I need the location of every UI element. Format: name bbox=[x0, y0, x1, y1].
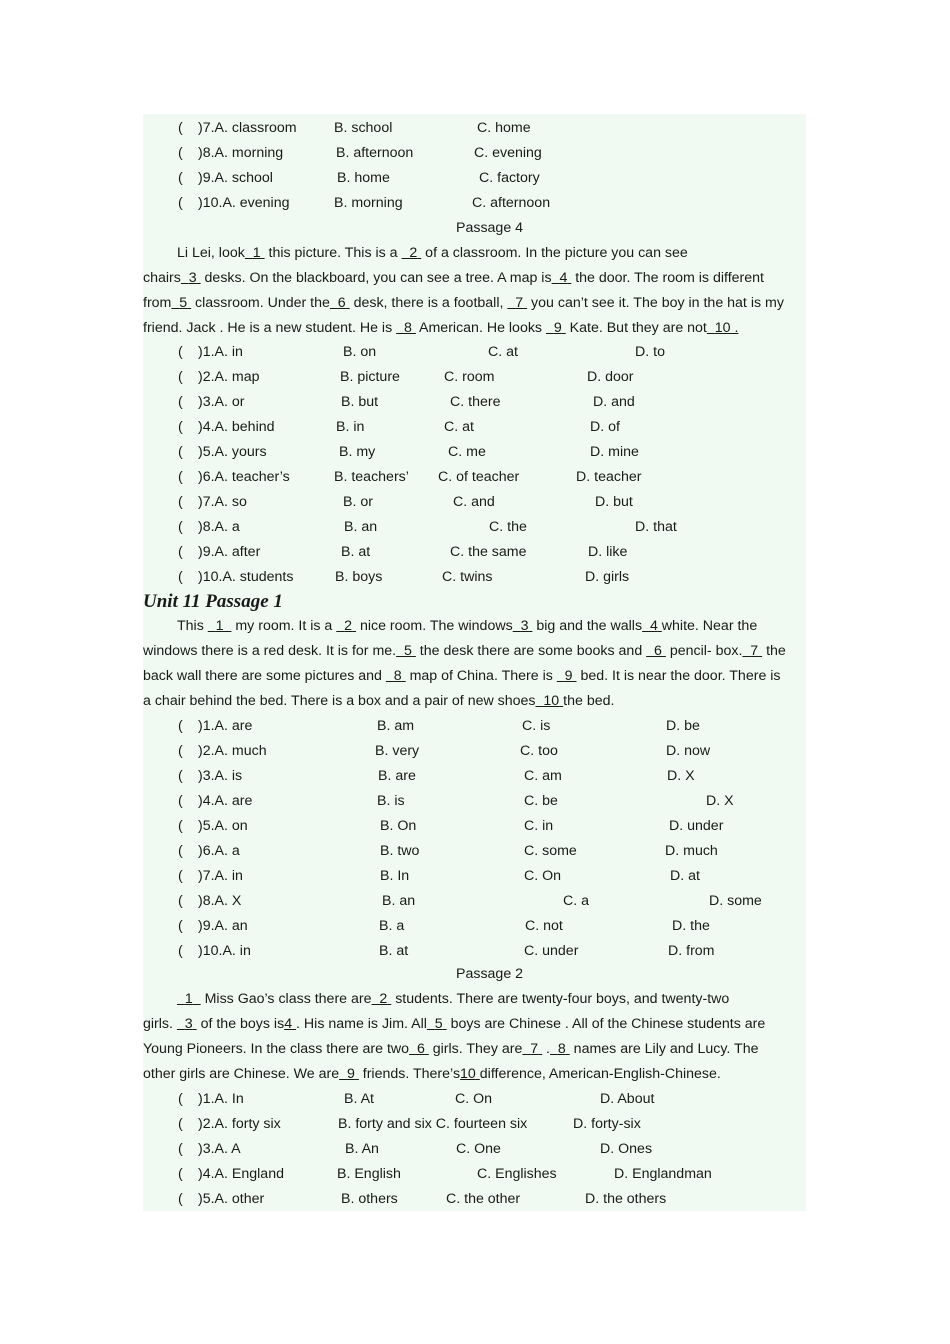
question-row bbox=[143, 1137, 813, 1162]
option-d: D. be bbox=[666, 718, 700, 734]
option-a: )7.A. so bbox=[198, 493, 247, 510]
option-d: D. to bbox=[635, 344, 665, 360]
option-c: C. is bbox=[522, 718, 551, 734]
question-row bbox=[143, 864, 813, 889]
question-row bbox=[143, 515, 813, 540]
option-c: C. not bbox=[525, 917, 563, 934]
unit-title: Unit 11 Passage 1 bbox=[143, 591, 283, 612]
option-c: C. Englishes bbox=[477, 1165, 557, 1182]
passage-title: Passage 4 bbox=[456, 220, 524, 236]
question-row bbox=[143, 764, 813, 789]
option-a: )3.A. A bbox=[198, 1140, 241, 1157]
option-d: D. X bbox=[706, 792, 734, 809]
option-a: )5.A. other bbox=[198, 1190, 265, 1207]
option-a: )7.A. in bbox=[198, 867, 243, 884]
answer-paren: ( bbox=[178, 767, 183, 784]
answer-paren: ( bbox=[178, 418, 183, 435]
answer-paren: ( bbox=[178, 1190, 183, 1207]
question-row bbox=[143, 465, 813, 490]
option-b: B. two bbox=[380, 842, 420, 859]
option-c: C. One bbox=[456, 1140, 501, 1157]
answer-paren: ( bbox=[178, 1140, 183, 1157]
option-c: C. a bbox=[563, 892, 590, 909]
option-a: )6.A. teacher’s bbox=[198, 468, 290, 485]
option-c: C. at bbox=[444, 418, 474, 435]
option-d: D. from bbox=[668, 942, 715, 959]
option-b: B. picture bbox=[340, 368, 400, 385]
option-a: )9.A. an bbox=[198, 917, 248, 934]
option-b: B. am bbox=[377, 718, 415, 734]
option-d: D. that bbox=[635, 518, 677, 535]
option-b: B. is bbox=[377, 792, 405, 809]
option-d: D. at bbox=[670, 867, 700, 884]
question-row bbox=[143, 490, 813, 515]
option-b: B. but bbox=[341, 393, 379, 410]
option-c: C. at bbox=[488, 344, 518, 360]
option-d: D. but bbox=[595, 493, 633, 510]
passage-title: Passage 2 bbox=[456, 966, 524, 982]
option-c: C. there bbox=[450, 393, 501, 410]
option-a: )3.A. or bbox=[198, 393, 245, 410]
question-row bbox=[143, 789, 813, 814]
option-a: )8.A. X bbox=[198, 892, 242, 909]
answer-paren: ( bbox=[178, 443, 183, 460]
option-d: D. About bbox=[600, 1091, 655, 1107]
answer-paren: ( bbox=[178, 344, 183, 360]
question-row bbox=[143, 540, 813, 565]
option-b: B. an bbox=[344, 518, 378, 535]
option-d: D. under bbox=[669, 817, 724, 834]
option-c: C. in bbox=[524, 817, 554, 834]
passage2-text: 1 Miss Gao’s class there are 2 students. There are twenty-four boys, and twenty-two girls. 3 of the boys is4 . His name is Jim. All 5 boys are Chinese . All of the Chinese students are Young Pioneers. In the class there are two 6 girls. They are 7 . 8 names are Lily and Lucy. The other girls are Chinese. We are 9 friends. There’s10 difference, American-English-Chinese. bbox=[143, 991, 766, 1082]
option-b: B. are bbox=[378, 767, 416, 784]
option-d: D. mine bbox=[590, 443, 639, 460]
option-b: B. at bbox=[379, 942, 409, 959]
option-a: )2.A. map bbox=[198, 368, 260, 385]
option-b: B. very bbox=[375, 742, 420, 759]
answer-paren: ( bbox=[178, 792, 183, 809]
question-row: ( )7.A. classroom B. school C. home bbox=[178, 120, 531, 136]
option-b: B. In bbox=[380, 867, 410, 884]
question-row: ( )8.A. morning B. afternoon C. evening bbox=[178, 145, 542, 161]
option-a: )5.A. on bbox=[198, 817, 248, 834]
option-a: )8.A. a bbox=[198, 518, 240, 535]
answer-paren: ( bbox=[178, 718, 183, 734]
option-a: )4.A. behind bbox=[198, 418, 275, 435]
answer-paren: ( bbox=[178, 468, 183, 485]
option-b: B. English bbox=[337, 1165, 401, 1182]
option-b: B. in bbox=[336, 418, 365, 435]
option-c: C. room bbox=[444, 368, 495, 385]
question-row bbox=[143, 814, 813, 839]
answer-paren: ( bbox=[178, 368, 183, 385]
option-d: D. some bbox=[709, 892, 762, 909]
question-row bbox=[143, 365, 813, 390]
question-row bbox=[143, 1187, 813, 1212]
question-row bbox=[143, 340, 813, 365]
answer-paren: ( bbox=[178, 742, 183, 759]
unit11-passage1-text: This 1 my room. It is a 2 nice room. The windows 3 big and the walls 4 white. Near the windows there is a red desk. It is for me. 5 the desk there are some books and 6 pencil- box. 7 the back wall there are some pictures and 8 map of China. There is 9 bed. It is near the door. There is a chair behind the bed. There is a box and a pair of new shoes 10 the bed. bbox=[143, 618, 786, 709]
option-d: D. and bbox=[593, 393, 635, 410]
question-row bbox=[143, 839, 813, 864]
answer-paren: ( bbox=[178, 568, 183, 585]
question-row bbox=[143, 415, 813, 440]
option-d: D. girls bbox=[585, 568, 630, 585]
answer-paren: ( bbox=[178, 493, 183, 510]
option-d: D. now bbox=[666, 742, 711, 759]
option-a: )1.A. In bbox=[198, 1091, 244, 1107]
option-a: )6.A. a bbox=[198, 842, 240, 859]
option-c: C. twins bbox=[442, 568, 493, 585]
option-a: )10.A. students bbox=[198, 568, 294, 585]
answer-paren: ( bbox=[178, 942, 183, 959]
option-b: B. others bbox=[341, 1190, 398, 1207]
option-a: )5.A. yours bbox=[198, 443, 267, 460]
option-c: C. the same bbox=[450, 543, 527, 560]
option-d: D. Englandman bbox=[614, 1165, 712, 1182]
option-d: D. like bbox=[588, 543, 628, 560]
option-a: )4.A. are bbox=[198, 792, 253, 809]
option-d: D. forty-six bbox=[573, 1115, 641, 1132]
question-row bbox=[143, 739, 813, 764]
option-b: B. An bbox=[345, 1140, 379, 1157]
option-c: C. too bbox=[520, 742, 558, 759]
question-row bbox=[143, 889, 813, 914]
question-row bbox=[143, 1112, 813, 1137]
question-row bbox=[143, 1087, 813, 1112]
option-b: B. or bbox=[343, 493, 373, 510]
option-c: C. under bbox=[524, 942, 579, 959]
answer-paren: ( bbox=[178, 817, 183, 834]
option-d: D. X bbox=[667, 767, 695, 784]
question-row bbox=[143, 565, 813, 590]
question-row bbox=[143, 390, 813, 415]
option-a: )4.A. England bbox=[198, 1165, 284, 1182]
answer-paren: ( bbox=[178, 892, 183, 909]
option-c: C. the other bbox=[446, 1190, 521, 1207]
option-c: C. of teacher bbox=[438, 468, 520, 485]
answer-paren: ( bbox=[178, 543, 183, 560]
option-d: D. Ones bbox=[600, 1140, 653, 1157]
option-b: B. my bbox=[339, 443, 376, 460]
option-a: )3.A. is bbox=[198, 767, 243, 784]
option-c: C. the bbox=[489, 518, 527, 535]
option-a: )10.A. in bbox=[198, 942, 251, 959]
option-a: )2.A. much bbox=[198, 742, 267, 759]
option-b: B. boys bbox=[335, 568, 383, 585]
question-row bbox=[143, 1162, 813, 1187]
option-a: )2.A. forty six bbox=[198, 1115, 281, 1132]
option-a: )9.A. after bbox=[198, 543, 261, 560]
option-b: B. on bbox=[343, 344, 377, 360]
answer-paren: ( bbox=[178, 842, 183, 859]
option-b: B. On bbox=[380, 817, 417, 834]
option-c: C. On bbox=[524, 867, 562, 884]
option-c: C. am bbox=[524, 767, 562, 784]
option-d: D. door bbox=[587, 368, 634, 385]
answer-paren: ( bbox=[178, 1115, 183, 1132]
option-c: C. On bbox=[455, 1091, 493, 1107]
answer-paren: ( bbox=[178, 867, 183, 884]
question-row bbox=[143, 440, 813, 465]
answer-paren: ( bbox=[178, 917, 183, 934]
question-row bbox=[143, 939, 813, 964]
question-row: ( )9.A. school B. home C. factory bbox=[178, 170, 540, 186]
option-b: B. a bbox=[379, 917, 405, 934]
question-row bbox=[143, 914, 813, 939]
question-row bbox=[143, 714, 813, 739]
option-b: B. forty and six C. fourteen six bbox=[338, 1115, 528, 1132]
option-b: B. at bbox=[341, 543, 371, 560]
option-d: D. the bbox=[672, 917, 710, 934]
option-c: C. some bbox=[524, 842, 577, 859]
option-c: C. be bbox=[524, 792, 558, 809]
option-b: B. teachers’ bbox=[334, 468, 409, 485]
answer-paren: ( bbox=[178, 518, 183, 535]
option-c: C. me bbox=[448, 443, 486, 460]
option-c: C. and bbox=[453, 493, 495, 510]
option-a: )1.A. in bbox=[198, 344, 243, 360]
answer-paren: ( bbox=[178, 1165, 183, 1182]
option-d: D. of bbox=[590, 418, 620, 435]
question-row: ( )10.A. evening B. morning C. afternoon bbox=[178, 195, 551, 211]
option-d: D. much bbox=[665, 842, 718, 859]
option-d: D. the others bbox=[585, 1190, 667, 1207]
option-a: )1.A. are bbox=[198, 718, 253, 734]
passage4-text: Li Lei, look 1 this picture. This is a 2 of a classroom. In the picture you can see chairs 3 desks. On the blackboard, you can see a tree. A map is 4 the door. The room is different from 5 classroom. Under the 6 desk, there is a football, 7 you can’t see it. The boy in the hat is my friend. Jack . He is a new student. He is 8 American. He looks 9 Kate. But they are not 10 . bbox=[143, 245, 784, 336]
answer-paren: ( bbox=[178, 1091, 183, 1107]
option-d: D. teacher bbox=[576, 468, 642, 485]
answer-paren: ( bbox=[178, 393, 183, 410]
option-b: B. At bbox=[344, 1091, 374, 1107]
option-b: B. an bbox=[382, 892, 416, 909]
